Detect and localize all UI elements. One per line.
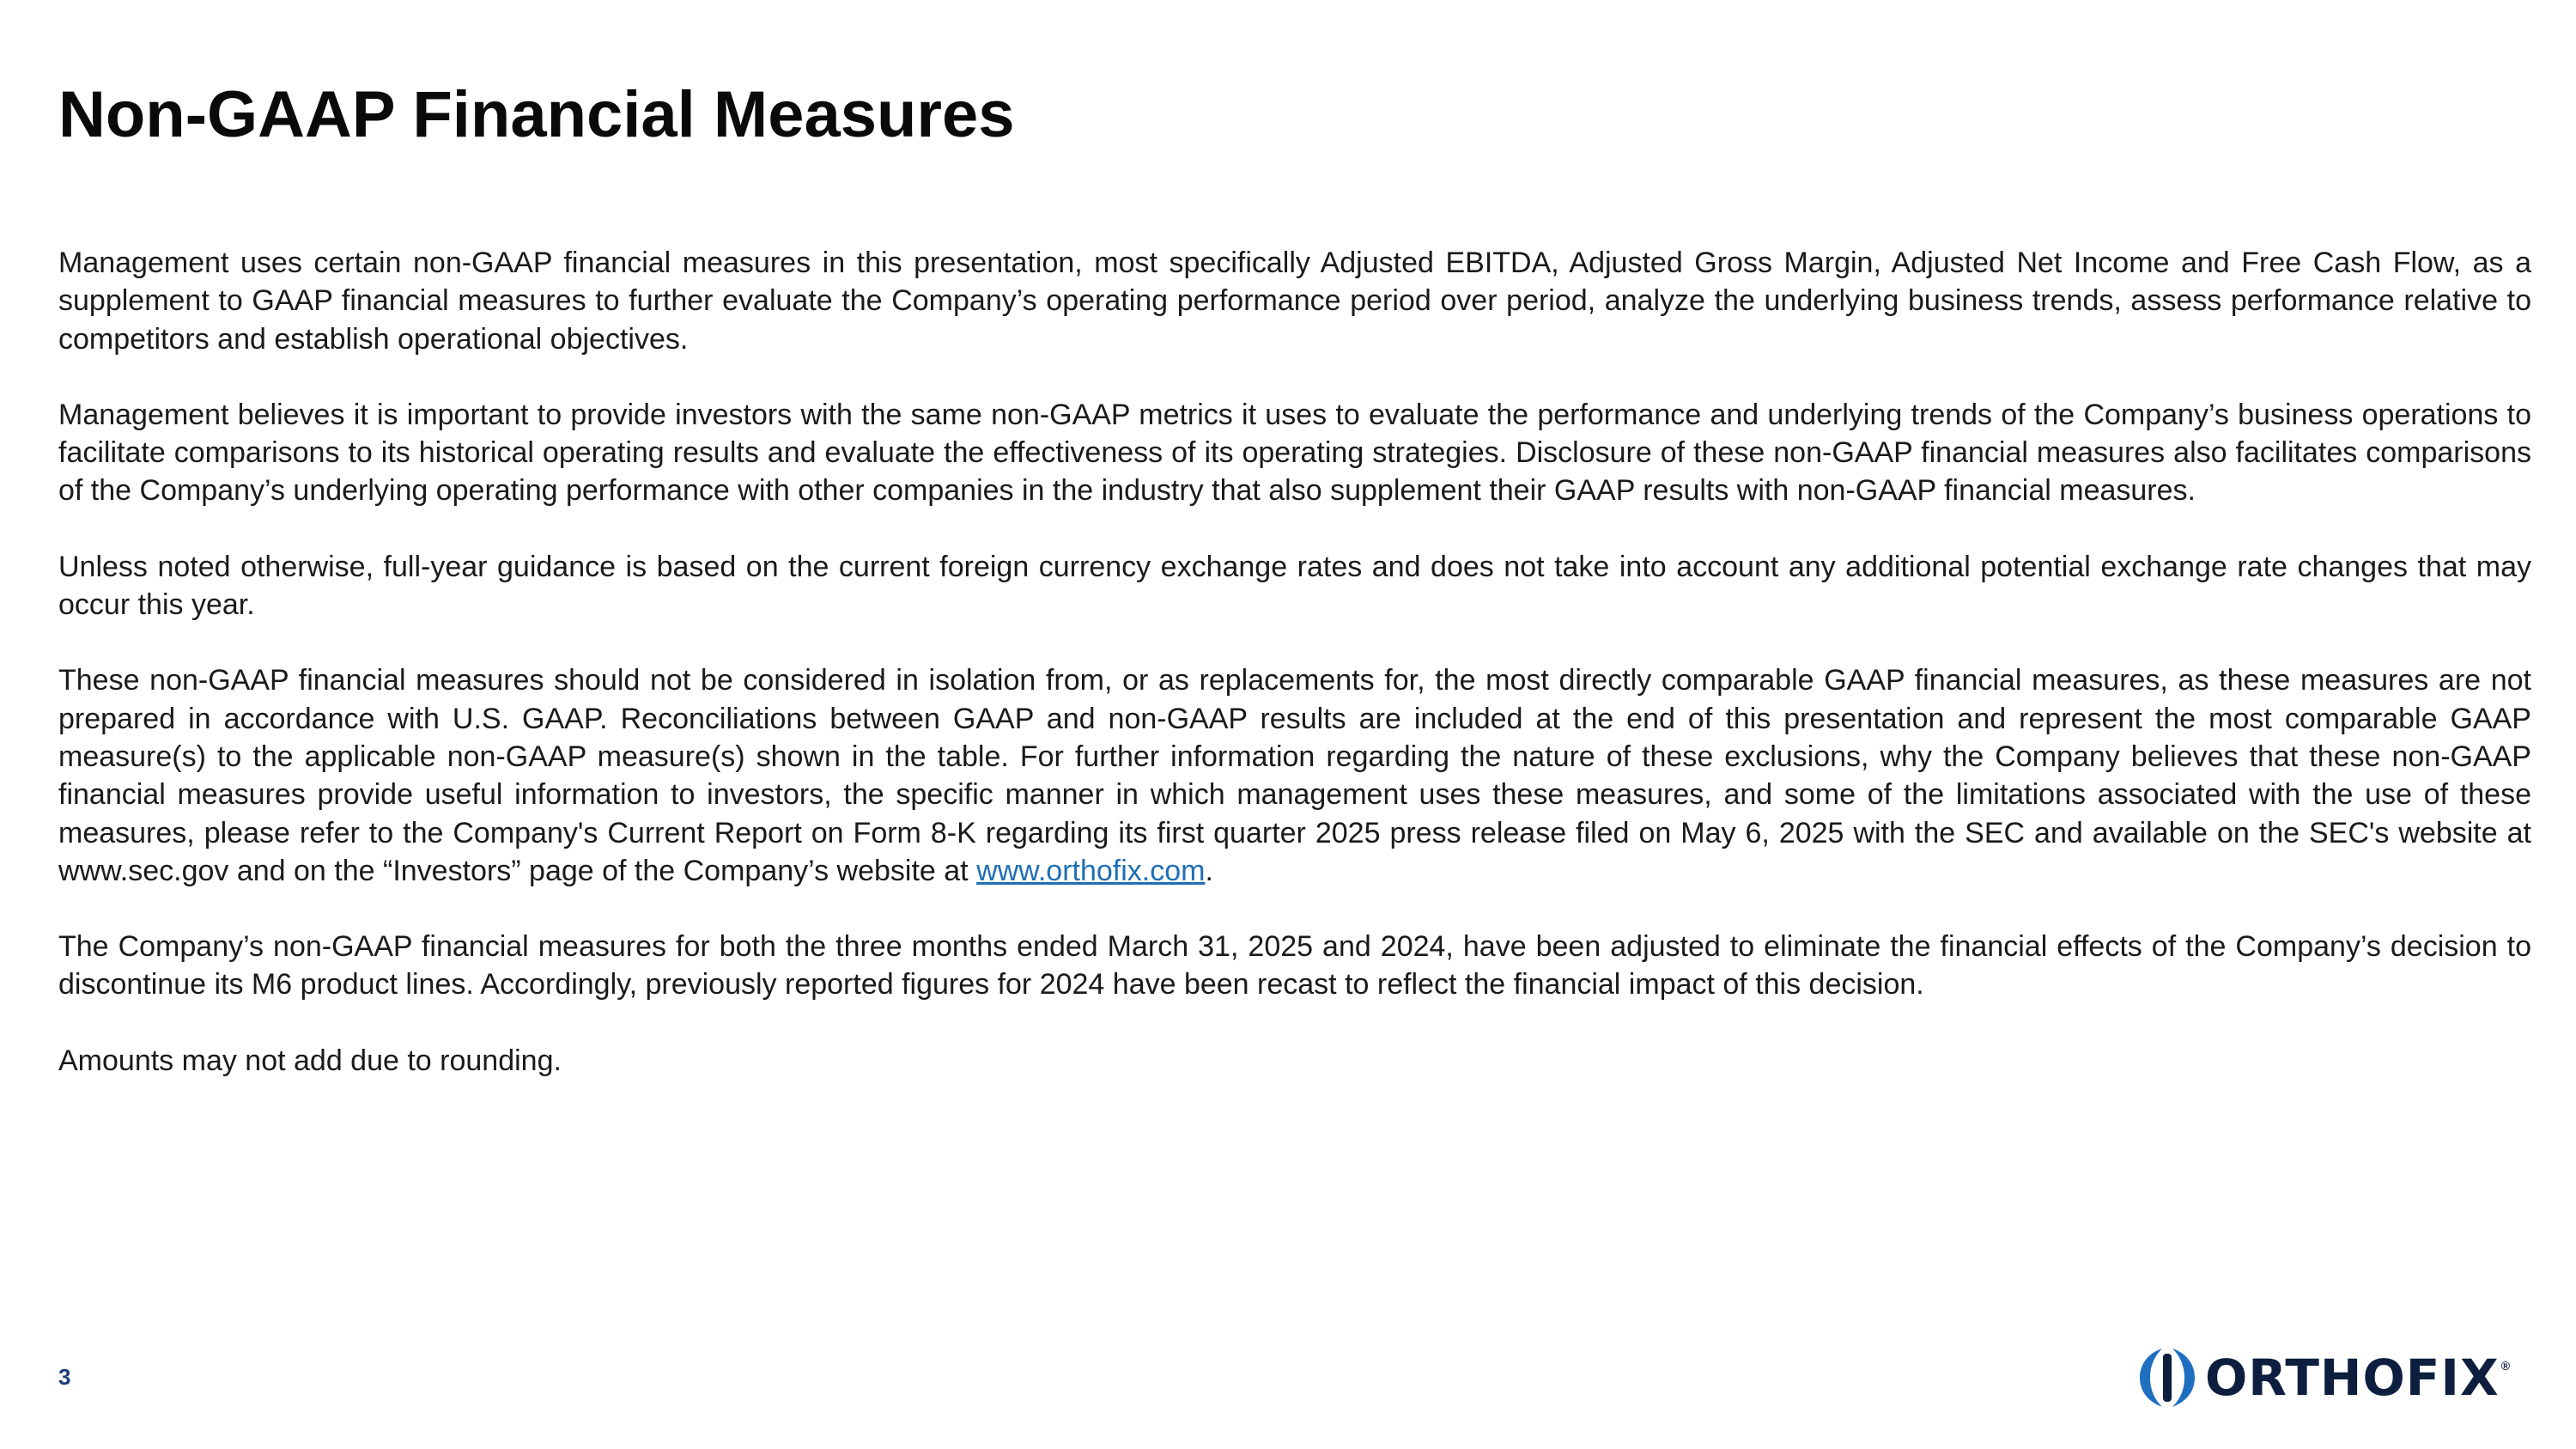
registered-mark: ® — [2500, 1359, 2511, 1373]
paragraph-end-period: . — [1205, 854, 1213, 887]
paragraph-not-in-isolation — [58, 661, 2531, 890]
page-title: Non-GAAP Financial Measures — [58, 78, 1015, 151]
orthofix-website-link[interactable]: www.orthofix.com — [976, 854, 1206, 887]
page-number: 3 — [58, 1364, 71, 1390]
paragraph-m6-discontinued: The Company’s non-GAAP financial measures for both the three months ended March 31, 2025 and 2024, have been adjusted to eliminate the financial effects of the Company’s decision to discontinue its M6 product lines. Accordingly, previously reported figures for 2024 have been recast to reflect the financial impact of this decision. — [58, 930, 2531, 1002]
paragraph-management-uses: Management uses certain non-GAAP financial measures in this presentation, most specifically Adjusted EBITDA, Adjusted Gross Margin, Adjusted Net Income and Free Cash Flow, as a supplement to GAAP financial measures to further evaluate the Company’s operating performance period over period, analyze the underlying business trends, assess performance relative to competitors and establish operational objectives. — [58, 247, 2531, 356]
paragraph-guidance-currency: Unless noted otherwise, full-year guidance is based on the current foreign currency exchange rates and does not take into account any additional potential exchange rate changes that may occur this year. — [58, 550, 2531, 622]
orthofix-logo — [2136, 1345, 2510, 1410]
disclaimer-body — [58, 244, 2531, 1117]
orthofix-wordmark: ORTHOFIX — [2205, 1349, 2500, 1407]
paragraph-rounding-note: Amounts may not add due to rounding. — [58, 1044, 562, 1077]
orthofix-logo-mark-icon — [2136, 1345, 2198, 1410]
paragraph-not-in-isolation-text: These non-GAAP financial measures should not be considered in isolation from, or as replacements for, the most directly comparable GAAP financial measures, as these measures are not prepared in accordance with U.S. GAAP. Reconciliations between GAAP and non-GAAP results are included at the end of this presentation and represent the most comparable GAAP measure(s) to the applicable non-GAAP measure(s) shown in the table. For further information regarding the nature of these exclusions, why the Company believes that these non-GAAP financial measures provide useful information to investors, the specific manner in which management uses these measures, and some of the limitations associated with the use of these measures, please refer to the Company's Current Report on Form 8-K regarding its first quarter 2025 press release filed on May 6, 2025 with the SEC and available on the SEC's website at www.sec.gov and on the “Investors” page of the Company’s website at — [58, 664, 2531, 887]
paragraph-management-believes: Management believes it is important to provide investors with the same non-GAAP metrics it uses to evaluate the performance and underlying trends of the Company’s business operations to facilitate comparisons to its historical operating results and evaluate the effectiveness of its operating strategies. Disclosure of these non-GAAP financial measures also facilitates comparisons of the Company’s underlying operating performance with other companies in the industry that also supplement their GAAP results with non-GAAP financial measures. — [58, 398, 2531, 508]
